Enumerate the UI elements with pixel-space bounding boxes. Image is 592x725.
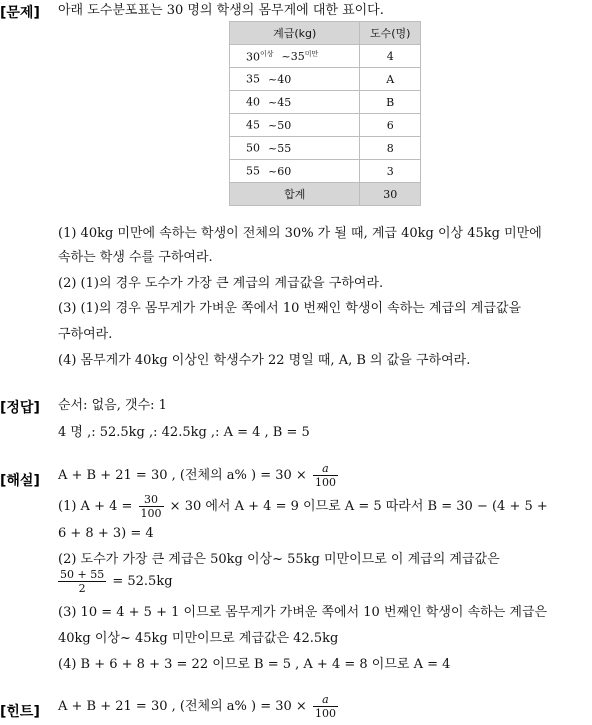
class-lower-bound: 45 (246, 118, 260, 132)
hint-tag: [힌트] (0, 704, 40, 720)
fraction-denominator: 100 (140, 507, 162, 520)
question-3-line-2: 구하여라. (58, 327, 113, 342)
table-row (230, 68, 421, 91)
total-value: 30 (360, 183, 421, 206)
problem-tag: [문제] (0, 5, 40, 21)
question-4: (4) 몸무게가 40kg 이상인 학생수가 22 명일 때, A, B 의 값을 구하여라. (58, 353, 471, 368)
class-lower-bound: 30 (246, 50, 260, 64)
solution-line-5-text: = 52.5kg (112, 574, 173, 589)
fraction (58, 568, 106, 595)
upper-bound-note: 미만 (304, 49, 319, 58)
frequency-cell: 6 (360, 114, 421, 137)
fraction-denominator: 100 (314, 707, 336, 720)
frequency-cell: 3 (360, 160, 421, 183)
table-header-class: 계급(kg) (230, 22, 360, 45)
solution-line-2 (58, 493, 548, 520)
frequency-cell: 4 (360, 45, 421, 68)
solution-line-5 (58, 568, 173, 595)
class-lower-bound: 35 (246, 72, 260, 86)
lower-bound-note: 이상 (260, 49, 274, 58)
solution-line-2-text: (1) A + 4 = (58, 499, 133, 514)
table-row (230, 114, 421, 137)
class-upper-bound: ~50 (268, 118, 292, 132)
question-3-line-1: (3) (1)의 경우 몸무게가 가벼운 쪽에서 10 번째인 학생이 속하는 계급의 계급값을 (58, 301, 522, 316)
class-upper-bound: ~55 (268, 141, 292, 155)
frequency-cell: A (360, 68, 421, 91)
answer-line-2: 4 명 ,: 52.5kg ,: 42.5kg ,: A = 4 , B = 5 (58, 425, 310, 440)
fraction-denominator: 100 (314, 476, 336, 489)
fraction (139, 493, 164, 520)
table-row (230, 137, 421, 160)
table-row (230, 91, 421, 114)
fraction (313, 693, 338, 720)
fraction (313, 462, 338, 489)
answer-line-1: 순서: 없음, 갯수: 1 (58, 398, 167, 413)
solution-line-1 (58, 462, 340, 489)
class-upper-bound: ~35 (281, 50, 305, 64)
solution-line-4: (2) 도수가 가장 큰 계급은 50kg 이상~ 55kg 미만이므로 이 계급의 계급값은 (58, 552, 500, 567)
fraction-numerator: a (313, 462, 338, 476)
solution-tag: [해설] (0, 473, 40, 489)
class-upper-bound: ~45 (268, 95, 292, 109)
hint-line (58, 693, 340, 720)
table-body (230, 45, 421, 206)
solution-line-2-rest: × 30 에서 A + 4 = 9 이므로 A = 5 따라서 B = 30 − (4 + 5 + (169, 499, 548, 514)
class-interval-cell (230, 45, 360, 68)
frequency-cell: B (360, 91, 421, 114)
answer-tag: [정답] (0, 400, 40, 416)
class-lower-bound: 50 (246, 141, 260, 155)
frequency-table (229, 21, 421, 206)
solution-line-1-text: A + B + 21 = 30 , (전체의 a% ) = 30 × (58, 468, 307, 483)
solution-line-7: 40kg 이상~ 45kg 미만이므로 계급값은 42.5kg (58, 631, 339, 646)
class-interval-cell (230, 91, 360, 114)
question-2: (2) (1)의 경우 도수가 가장 큰 계급의 계급값을 구하여라. (58, 276, 384, 291)
table-total-row (230, 183, 421, 206)
solution-line-8: (4) B + 6 + 8 + 3 = 22 이므로 B = 5 , A + 4 = 8 이므로 A = 4 (58, 657, 451, 672)
table-row (230, 160, 421, 183)
total-label: 합계 (230, 183, 360, 206)
table-header-frequency: 도수(명) (360, 22, 421, 45)
question-1-line-2: 속하는 학생 수를 구하여라. (58, 250, 213, 265)
class-interval-cell (230, 160, 360, 183)
hint-text: A + B + 21 = 30 , (전체의 a% ) = 30 × (58, 699, 307, 714)
fraction-numerator: a (313, 693, 338, 707)
table-row (230, 45, 421, 68)
solution-line-3: 6 + 8 + 3) = 4 (58, 526, 154, 541)
problem-intro: 아래 도수분포표는 30 명의 학생의 몸무게에 대한 표이다. (58, 3, 384, 18)
fraction-denominator: 2 (78, 582, 86, 595)
fraction-numerator: 50 + 55 (60, 568, 105, 581)
class-upper-bound: ~40 (268, 72, 292, 86)
class-interval-cell (230, 114, 360, 137)
class-upper-bound: ~60 (268, 164, 292, 178)
class-interval-cell (230, 137, 360, 160)
class-lower-bound: 40 (246, 95, 260, 109)
frequency-cell: 8 (360, 137, 421, 160)
solution-line-6: (3) 10 = 4 + 5 + 1 이므로 몸무게가 가벼운 쪽에서 10 번째인 학생이 속하는 계급은 (58, 605, 548, 620)
class-interval-cell (230, 68, 360, 91)
class-lower-bound: 55 (246, 164, 260, 178)
fraction-numerator: 30 (139, 493, 164, 507)
question-1-line-1: (1) 40kg 미만에 속하는 학생이 전체의 30% 가 될 때, 계급 40kg 이상 45kg 미만에 (58, 226, 542, 241)
